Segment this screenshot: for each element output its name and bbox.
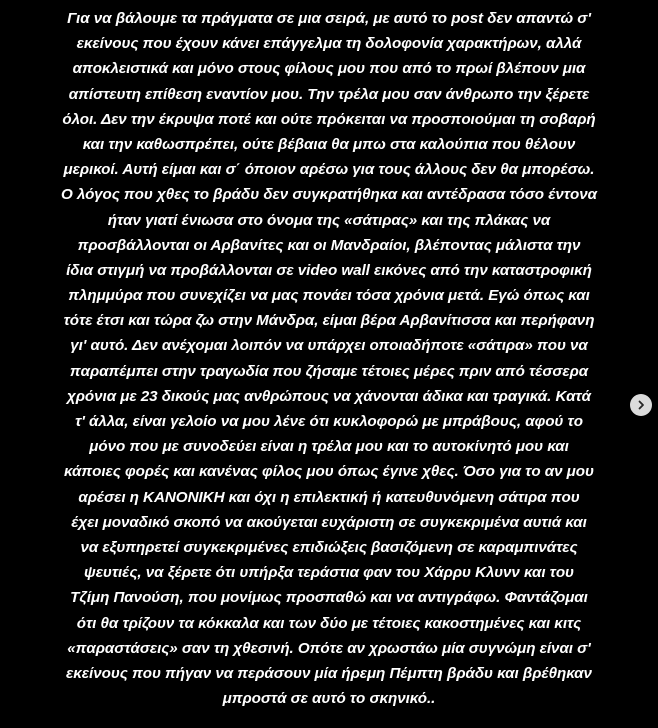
story-line-16: χρόνια με 23 δικούς μας ανθρώπους να χάνονται άδικα και τραγικά. Κατά <box>67 387 591 405</box>
story-line-10: προσβάλλονται οι Αρβανίτες και οι Μανδραίοι, βλέποντας μάλιστα την <box>77 236 581 254</box>
story-line-1: Για να βάλουμε τα πράγματα σε μια σειρά, με αυτό το post δεν απαντώ σ' <box>67 10 591 27</box>
story-line-9: ήταν γιατί ένιωσα στο όνομα της «σάτιρας» και της πλάκας να <box>107 211 551 229</box>
story-line-22: να εξυπηρετεί συγκεκριμένες επιδιώξεις βασιζόμενη σε καραμπινάτες <box>80 538 578 556</box>
story-line-12: πλημμύρα που συνεχίζει να μας πονάει τόσα χρόνια μετά. Εγώ όπως και <box>68 287 590 305</box>
chevron-right-icon <box>636 400 646 410</box>
story-line-15: παραπέμπει στην τραγωδία που ζήσαμε τέτοιες μέρες πριν από τέσσερα <box>69 362 589 380</box>
story-line-21: έχει μοναδικό σκοπό να ακούγεται ευχάριστη σε συγκεκριμένα αυτιά και <box>71 513 587 531</box>
story-line-3: αποκλειστικά και μόνο στους φίλους μου που από το πρωί βλέπουν μια <box>72 60 586 78</box>
story-line-28: μπροστά σε αυτό το σκηνικό.. <box>222 690 436 708</box>
story-line-13: τότε έτσι και τώρα ζω στην Μάνδρα, είμαι βέρα Αρβανίτισσα και περήφανη <box>63 312 595 330</box>
story-line-14: γι' αυτό. Δεν ανέχομαι λοιπόν να υπάρχει οποιαδήποτε «σάτιρα» που να <box>70 337 588 355</box>
story-line-19: κάποιες φορές και κανένας φίλος μου όπως έγινε χθες. Όσο για το αν μου <box>64 463 594 481</box>
story-line-25: ότι θα τρίζουν τα κόκκαλα και των δύο με τέτοιες κακοστημένες και κιτς <box>76 614 582 632</box>
story-line-7: μερικοί. Αυτή είμαι και σ΄ όποιον αρέσω για τους άλλους δεν θα μπορέσω. <box>63 161 595 179</box>
story-text <box>0 6 658 711</box>
story-line-2: εκείνους που έχουν κάνει επάγγελμα τη δολοφονία χαρακτήρων, αλλά <box>76 35 582 53</box>
story-line-26: «παραστάσεις» σαν τη χθεσινή. Οπότε αν χρωστάω μία συγνώμη είναι σ' <box>67 639 591 657</box>
story-line-6: και την καθωσπρέπει, ούτε βέβαια θα μπω στα καλούπια που θέλουν <box>82 135 576 153</box>
story-line-27: εκείνους που πήγαν να περάσουν μία ήρεμη Πέμπτη βράδυ και βρέθηκαν <box>66 664 592 682</box>
story-line-18: μόνο που με συνοδεύει είναι η τρέλα μου και το αυτοκίνητό μου και <box>89 438 569 456</box>
story-line-8: Ο λόγος που χθες το βράδυ δεν συγκρατήθηκα και αντέδρασα τόσο έντονα <box>61 186 597 204</box>
story-line-5: όλοι. Δεν την έκρυψα ποτέ και ούτε πρόκειται να προσποιούμαι τη σοβαρή <box>62 110 596 128</box>
story-line-11: ίδια στιγμή να προβάλλονται σε video wall εικόνες από την καταστροφική <box>66 261 592 279</box>
story-line-4: απίστευτη επίθεση εναντίον μου. Την τρέλα μου σαν άνθρωπο την ξέρετε <box>68 85 590 103</box>
next-button[interactable] <box>630 394 652 416</box>
story-line-23: ψευτιές, να ξέρετε ότι υπήρξα τεράστια φαν του Χάρρυ Κλυνν και του <box>84 564 574 582</box>
story-line-20: αρέσει η ΚΑΝΟΝΙΚΗ και όχι η επιλεκτική ή κατευθυνόμενη σάτιρα που <box>78 488 580 506</box>
story-line-17: τ' άλλα, είναι γελοίο να μου λένε ότι κυκλοφορώ με μπράβους, αφού το <box>75 413 583 430</box>
story-line-24: Τζίμη Πανούση, που μονίμως προσπαθώ και να αντιγράφω. Φαντάζομαι <box>70 589 588 607</box>
